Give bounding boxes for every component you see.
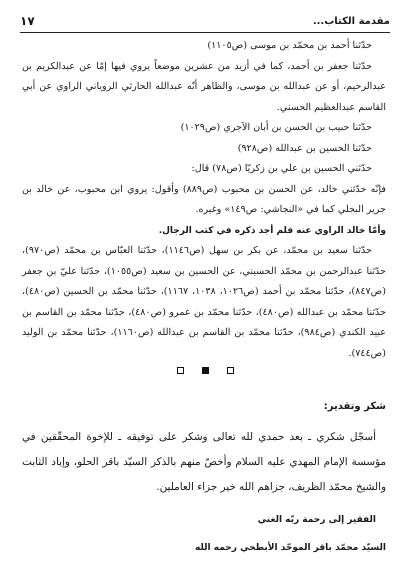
- signature-block: [22, 508, 386, 560]
- filled-square-ornament-icon: [202, 367, 209, 374]
- acknowledgements-paragraph: أسجّل شكري ـ بعد حمدي لله تعالى وشكر على توفيقه ـ للإخوة المحقّقين في مؤسسة الإمام المهدي عليه السلام وأخصّ منهم بالذكر السيّد باقر الحلو، وإياد الثابت والشيخ محمّد الظريف، جزاهم الله خير جزاء العاملين.: [22, 431, 386, 493]
- narrator-paragraph: فإنّه حدّثني خالد، عن الحسن بن محبوب (ص٨٨٩) وأقول: يروي ابن محبوب، عن خالد بن جرير البجلي كما في «النجاشي: ص١٤٩» وغيره.: [22, 183, 386, 215]
- narrator-line: حدّثنا الحسين بن عبدالله (ص٩٢٨): [237, 142, 372, 154]
- subheading: وأمّا خالد الراوي عنه فلم أجد ذكره في كتب الرجال.: [158, 225, 386, 236]
- page-number: ١٧: [20, 14, 35, 28]
- page-header: [20, 10, 390, 33]
- square-ornament-icon: [227, 367, 234, 374]
- narrator-line: حدّثنا حبيب بن الحسن بن أبان الآجري (ص١٠٢٩): [180, 122, 372, 133]
- narrator-paragraph: حدّثنا جعفر بن أحمد، كما في أزيد من عشرين موضعاً يروي فيها إمّا عن عبدالكريم بن عبدالرحيم، أو عن عبدالله بن موسى، والظاهر أنّه عبدالله الحارثي الروياني الراوي عن أبي القاسم عبدالعظيم الحسني.: [22, 60, 386, 113]
- section-separator: [0, 367, 410, 374]
- body-text: [22, 36, 386, 364]
- signature-line-1: الفقير إلى رحمة ربّه الغني: [257, 515, 376, 525]
- narrator-list-paragraph: حدّثنا سعيد بن محمّد، عن بكر بن سهل (ص١١٤٦)، حدّثنا العبّاس بن محمّد (ص٩٧٠)، حدّثنا عبدالرحمن بن محمّد الحسيني، عن الحسين بن سعيد (ص١٠٥٥)، حدّثنا عليّ بن جعفر (ص٨٤٧)، حدّثنا محمّد بن أحمد (ص١٠٢٦، ١٠٣٨، ١١٦٧)، حدّثنا محمّد بن الحسين (ص٤٨٠)، حدّثنا محمّد بن عبدالله (ص٤٨٠)، حدّثنا محمّد بن عمرو (ص٤٨٠)، حدّثنا محمّد بن القاسم بن عبيد الكندي (ص٩٨٤)، حدّثنا محمّد بن القاسم بن عبدالله (ص١١٦٠)، حدّثنا محمّد بن الوليد (ص٧٤٤).: [22, 245, 386, 359]
- square-ornament-icon: [177, 367, 184, 374]
- signature-line-2: السيّد محمّد باقر الموحّد الأبطحي رحمه الله: [195, 543, 386, 553]
- acknowledgements-section: [22, 395, 386, 500]
- narrator-line: حدّثني الحسين بن علي بن زكريّا (ص٧٨) قال:: [191, 163, 372, 174]
- acknowledgements-heading: شكر وتقدير:: [323, 401, 386, 412]
- narrator-line: حدّثنا أحمد بن محمّد بن موسى (ص١١٠٥): [207, 40, 372, 51]
- running-title: مقدمة الكتاب...: [312, 15, 390, 27]
